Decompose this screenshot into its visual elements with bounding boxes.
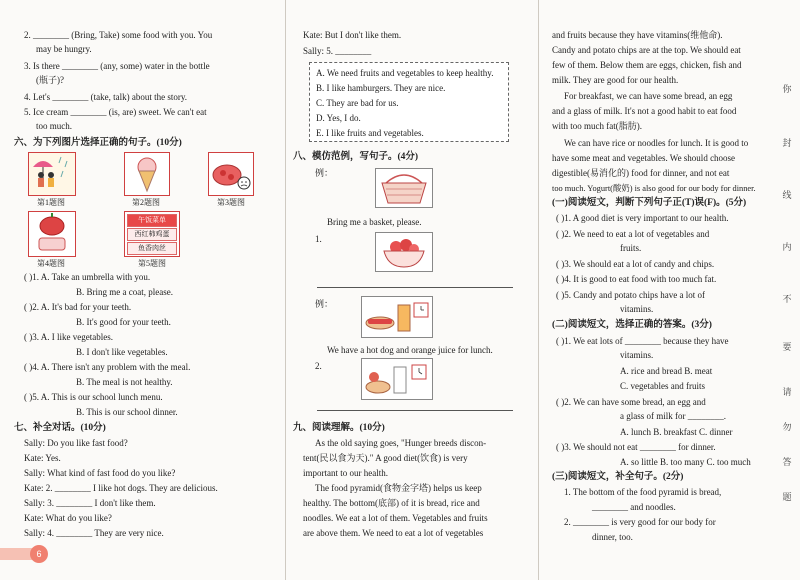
reading-line: healthy. The bottom(底部) of it is bread, rice and bbox=[303, 498, 480, 508]
dialogue-line: Kate: Yes. bbox=[24, 453, 61, 463]
dialogue-line: Sally: Do you like fast food? bbox=[24, 438, 128, 448]
section-title: 八、模仿范例，写句子。(4分) bbox=[293, 152, 419, 162]
section-title: 九、阅读理解。(10分) bbox=[293, 423, 385, 433]
example-sentence: Bring me a basket, please. bbox=[327, 217, 422, 227]
reading-line: tent(民以食为天)." A good diet(饮食) is very bbox=[303, 453, 468, 463]
mc-line: ( )1. We eat lots of ________ because they have bbox=[556, 336, 729, 346]
binding-text: 你 bbox=[782, 85, 792, 95]
text-line: (瓶子)? bbox=[36, 75, 64, 85]
choice-line: ( )3. A. I like vegetables. bbox=[24, 332, 113, 342]
reading-line: too much. Yogurt(酸奶) is also good for our body for dinner. bbox=[552, 184, 756, 193]
picture-ice-cream bbox=[124, 152, 170, 196]
picture-rain-children bbox=[28, 152, 76, 196]
picture-cake-sad-face bbox=[208, 152, 254, 196]
tf-line: ( )2. We need to eat a lot of vegetables and bbox=[556, 229, 710, 239]
tf-line: ( )3. We should eat a lot of candy and chips. bbox=[556, 259, 715, 269]
tf-line: ( )4. It is good to eat food with too much fat. bbox=[556, 274, 717, 284]
picture-label: 第3题图 bbox=[217, 198, 245, 207]
dialogue-line: Kate: But I don't like them. bbox=[303, 30, 402, 40]
reading-line: are above them. We need to eat a lot of vegetables bbox=[303, 528, 484, 538]
dialogue-line: Kate: 2. ________ I like hot dogs. They are delicious. bbox=[24, 483, 218, 493]
mc-line: a glass of milk for ________. bbox=[620, 411, 726, 421]
binding-text: 线 bbox=[782, 191, 792, 201]
reading-line: few of them. Below them are eggs, chicken, fish and bbox=[552, 60, 742, 70]
tf-line: ( )1. A good diet is very important to our health. bbox=[556, 213, 729, 223]
option-item: E. I like fruits and vegetables. bbox=[316, 128, 424, 138]
example-label: 例： bbox=[315, 299, 334, 309]
picture-basket bbox=[375, 168, 433, 208]
text-line: 2. ________ (Bring, Take) some food with you. You bbox=[24, 30, 213, 40]
section-title: 六、为下列图片选择正确的句子。(10分) bbox=[14, 138, 182, 148]
binding-text: 不 bbox=[782, 295, 792, 305]
text-line: may be hungry. bbox=[36, 44, 92, 54]
reading-line: For breakfast, we can have some bread, an egg bbox=[564, 91, 733, 101]
page-number: 6 bbox=[30, 545, 48, 563]
text-line: 5. Ice cream ________ (is, are) sweet. We can't eat bbox=[24, 107, 207, 117]
reading-line: We can have rice or noodles for lunch. It is good to bbox=[564, 138, 749, 148]
menu-item: 西红柿鸡蛋 bbox=[127, 228, 177, 241]
picture-vegetables bbox=[28, 211, 76, 257]
mc-line: vitamins. bbox=[620, 350, 654, 360]
option-item: A. We need fruits and vegetables to keep healthy. bbox=[316, 68, 494, 78]
column-divider bbox=[285, 0, 286, 580]
example-label: 例： bbox=[315, 168, 334, 178]
choice-line: B. This is our school dinner. bbox=[76, 407, 178, 417]
mc-line: A. so little B. too many C. too much bbox=[620, 457, 751, 467]
example-sentence: We have a hot dog and orange juice for lunch. bbox=[327, 345, 493, 355]
choice-line: ( )4. A. There isn't any problem with the meal. bbox=[24, 362, 191, 372]
picture-label: 第1题图 bbox=[37, 198, 65, 207]
text-line: 4. Let's ________ (take, talk) about the story. bbox=[24, 92, 188, 102]
picture-hotdog-juice bbox=[361, 296, 433, 338]
picture-lunch-menu bbox=[124, 211, 180, 257]
mc-line: ( )3. We should not eat ________ for dinner. bbox=[556, 442, 716, 452]
fill-line: dinner, too. bbox=[592, 532, 633, 542]
fill-line: 2. ________ is very good for our body for bbox=[564, 517, 716, 527]
answer-line bbox=[317, 410, 513, 411]
menu-title: 午饭菜单 bbox=[127, 214, 177, 227]
reading-line: and fruits because they have vitamins(维他命). bbox=[552, 30, 723, 40]
section-title: (三)阅读短文，补全句子。(2分) bbox=[552, 472, 684, 482]
dialogue-line: Sally: 4. ________ They are very nice. bbox=[24, 528, 164, 538]
question-label: 2. bbox=[315, 361, 322, 371]
dialogue-line: Sally: 5. ________ bbox=[303, 46, 372, 56]
mc-line: A. rice and bread B. meat bbox=[620, 366, 713, 376]
choice-line: B. Bring me a coat, please. bbox=[76, 287, 173, 297]
binding-text: 勿 bbox=[782, 423, 792, 433]
choice-line: B. It's good for your teeth. bbox=[76, 317, 171, 327]
choice-line: B. I don't like vegetables. bbox=[76, 347, 168, 357]
mc-line: ( )2. We can have some bread, an egg and bbox=[556, 397, 706, 407]
mc-line: A. lunch B. breakfast C. dinner bbox=[620, 427, 733, 437]
tf-line: fruits. bbox=[620, 243, 642, 253]
mc-line: C. vegetables and fruits bbox=[620, 381, 705, 391]
reading-line: have some meat and vegetables. We should choose bbox=[552, 153, 736, 163]
picture-label: 第2题图 bbox=[132, 198, 160, 207]
choice-line: ( )1. A. Take an umbrella with you. bbox=[24, 272, 151, 282]
dialogue-line: Sally: What kind of fast food do you like? bbox=[24, 468, 176, 478]
tf-line: ( )5. Candy and potato chips have a lot of bbox=[556, 290, 705, 300]
answer-line bbox=[317, 287, 513, 288]
reading-line: Candy and potato chips are at the top. We should eat bbox=[552, 45, 741, 55]
section-title: 七、补全对话。(10分) bbox=[14, 423, 106, 433]
menu-item: 鱼香肉丝 bbox=[127, 242, 177, 255]
question-label: 1. bbox=[315, 234, 322, 244]
binding-text: 答 bbox=[782, 458, 792, 468]
choice-line: ( )5. A. This is our school lunch menu. bbox=[24, 392, 163, 402]
picture-bowl-fruit bbox=[375, 232, 433, 272]
column-middle bbox=[293, 0, 519, 580]
tf-line: vitamins. bbox=[620, 304, 654, 314]
fill-line: 1. The bottom of the food pyramid is bread, bbox=[564, 487, 722, 497]
section-title: (二)阅读短文，选择正确的答案。(3分) bbox=[552, 320, 712, 330]
column-right bbox=[552, 0, 772, 580]
binding-text: 内 bbox=[782, 243, 792, 253]
choice-line: B. The meal is not healthy. bbox=[76, 377, 173, 387]
reading-line: with too much fat(脂肪). bbox=[552, 121, 642, 131]
text-line: too much. bbox=[36, 121, 72, 131]
binding-text: 封 bbox=[782, 139, 792, 149]
reading-line: digestible(易消化的) food for dinner, and not eat bbox=[552, 168, 730, 178]
fill-line: ________ and noodles. bbox=[592, 502, 676, 512]
column-left bbox=[14, 0, 276, 580]
binding-text: 要 bbox=[782, 343, 792, 353]
option-item: B. I like hamburgers. They are nice. bbox=[316, 83, 446, 93]
dialogue-line: Kate: What do you like? bbox=[24, 513, 112, 523]
picture-label: 第4题图 bbox=[37, 259, 65, 268]
picture-label: 第5题图 bbox=[138, 259, 166, 268]
dialogue-line: Sally: 3. ________ I don't like them. bbox=[24, 498, 156, 508]
reading-line: The food pyramid(食物金字塔) helps us keep bbox=[315, 483, 482, 493]
binding-text: 题 bbox=[782, 493, 792, 503]
reading-line: As the old saying goes, "Hunger breeds discon- bbox=[315, 438, 487, 448]
option-item: C. They are bad for us. bbox=[316, 98, 399, 108]
option-item: D. Yes, I do. bbox=[316, 113, 361, 123]
column-divider bbox=[538, 0, 539, 580]
choice-line: ( )2. A. It's bad for your teeth. bbox=[24, 302, 132, 312]
reading-line: noodles. We eat a lot of them. Vegetables and fruits bbox=[303, 513, 488, 523]
picture-bread-milk-clock bbox=[361, 358, 433, 400]
text-line: 3. Is there ________ (any, some) water in the bottle bbox=[24, 61, 210, 71]
options-box bbox=[309, 62, 509, 142]
reading-line: and a glass of milk. It's not a good habit to eat food bbox=[552, 106, 737, 116]
binding-text: 请 bbox=[782, 388, 792, 398]
reading-line: milk. They are good for our health. bbox=[552, 75, 679, 85]
section-title: (一)阅读短文，判断下列句子正(T)误(F)。(5分) bbox=[552, 198, 747, 208]
reading-line: important to our health. bbox=[303, 468, 388, 478]
